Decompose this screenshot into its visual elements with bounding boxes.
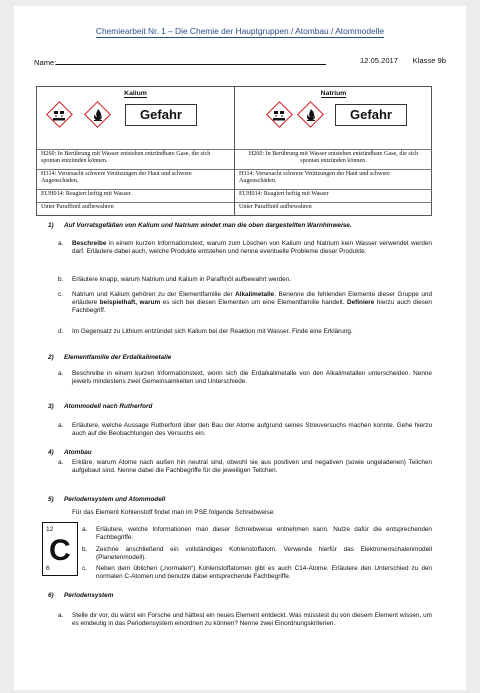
- question-heading: Atommodell nach Rutherford: [64, 403, 153, 410]
- hazard-h260: H260: In Berührung mit Wasser entstehen entzündbare Gase, die sich spontan entzünden können.: [37, 149, 234, 169]
- hazard-h260: H260: In Berührung mit Wasser entstehen entzündbare Gase, die sich spontan entzünden können.: [235, 149, 432, 169]
- signal-word-badge: Gefahr: [335, 104, 407, 126]
- kalium-column: [37, 87, 234, 215]
- question-5-intro: Für das Element Kohlenstoff findet man im PSE folgende Schreibweise:: [72, 509, 276, 516]
- kalium-heading: Kalium: [124, 90, 147, 97]
- exam-date: 12.05.2017: [359, 56, 398, 65]
- atomic-number: 6: [46, 564, 50, 572]
- question-3a: a. Erläutere, welche Aussage Rutherford über den Bau der Atome aufgrund seines Streuversuchs machen konnte. Gehe hierzu auch auf die Beobachtungen des Versuchs ein.: [58, 422, 432, 438]
- question-2a: a. Beschreibe in einem kurzen Informationstext, worin sich die Erdalkalimetalle von den Alkalimetallen unterscheiden. Nenne jeweils mindestens zwei Gemeinsamkeiten und Unterschiede.: [58, 370, 432, 386]
- mass-number: 12: [46, 526, 54, 533]
- storage-note: Unter Paraffinöl aufbewahren: [235, 202, 432, 215]
- question-number: 1): [48, 222, 54, 229]
- question-6a: a. Stelle dir vor, du wärst ein Forsche und hättest ein neues Element entdeckt. Was müsstest du von diesem Element wissen, um es eindeutig in das Periodensystem einordnen zu können? Nenne zwei Einordnungskriterien.: [58, 612, 432, 628]
- question-5b: b. Zeichne anschließend ein vollständiges Kohlenstoffatom. Verwende hierfür das Elektronenschalenmodell (Planetenmodell).: [82, 546, 432, 562]
- question-heading: Atombau: [64, 449, 92, 456]
- question-1a: a. Beschreibe in einem kurzen Informationstext, warum zum Löschen von Kalium und Natrium kein Wasser verwendet werden darf. Erläutere dabei auch, welche Produkte entstehen und nenne eventuelle Probleme dieser Produkte.: [58, 240, 432, 256]
- hazard-h314: H314: Verursacht schwere Verätzungen der Haut und schwere Augenschäden.: [235, 169, 432, 189]
- natrium-column: [234, 87, 432, 215]
- question-heading: Elementfamilie der Erdalkalimetalle: [64, 354, 172, 361]
- element-symbol: C: [49, 534, 71, 567]
- name-label: Name:: [34, 58, 57, 67]
- worksheet-page: Chemiearbeit Nr. 1 – Die Chemie der Hauptgruppen / Atombau / Atommodelle Name: 12.05.2017 Klasse 9b Kalium Gefahr H260: In Berührung mit Wasser entstehen entzündbare Gase, die sich spontan entzünden können. H314: Verursacht schwere Verätzungen der Haut und schwere Augenschäden. EUH014: Reagiert heftig mit Wasser. Unter Paraffinöl aufbewahren Natrium Gefahr H260: In Berührung mit Wasser entstehen entzündbare Gase, die sich spontan entzünden können. H314: Verursacht schwere Verätzungen der Haut und schwere Augenschäden. EUH014: Reagiert heftig mit Wasser Unter Paraffinöl aufbewahren 1) Auf Vorratsgefäßen von Kalium und Natrium windet man die oben dargestellten Warnhinweise. a. Beschreibe in einem kurzen Informationstext, warum zum Löschen von Kalium und Natrium kein Wasser verwendet werden darf. Erläutere dabei auch, welche Produkte entstehen und nenne eventuelle Probleme dieser Produkte. b. Erläutere knapp, warum Natrium und Kalium in Paraffinöl aufbewahrt werden. c. Natrium und Kalium gehören zu der Elementfamilie der Alkalimetalle. Benenne die fehlenden Elemente dieser Gruppe und erläutere beispielhaft, warum es sich bei diesen Elementen um eine Elementfamilie handelt. Definiere hierzu auch diesen Fachbegriff. d. Im Gegensatz zu Lithium entzündet sich Kalium bei der Reaktion mit Wasser. Finde eine Erklärung. 2) Elementfamilie der Erdalkalimetalle a. Beschreibe in einem kurzen Informationstext, worin sich die Erdalkalimetalle von den Alkalimetallen unterscheiden. Nenne jeweils mindestens zwei Gemeinsamkeiten und Unterschiede. 3) Atommodell nach Rutherford a. Erläutere, welche Aussage Rutherford über den Bau der Atome aufgrund seines Streuversuchs machen konnte. Gehe hierzu auch auf die Beobachtungen des Versuchs ein. 4) Atombau a. Erkläre, warum Atome nach außen hin neutral sind, obwohl sie aus positiven und negativen (sowie ungeladenen) Teilchen aufgebaut sind. Nenne dabei die Fachbegriffe für die jeweiligen Teilchen. 5) Periodensystem und Atommodell Für das Element Kohlenstoff findet man im PSE folgende Schreibweise: 12 C 6 a. Erläutere, welche Informationen man dieser Schreibweise entnehmen kann. Nutze dafür die entsprechenden Fachbegriffe. b. Zeichne anschließend ein vollständiges Kohlenstoffatom. Verwende hierfür das Elektronenschalenmodell (Planetenmodell). c. Neben dem üblichen („normalen“) Kohlenstoffatomen gibt es auch C14-Atome. Erläutere den Unterschied zu den normalen C-Atomen und benutze dabei entsprechende Fachbegriffe. 6) Periodensystem a. Stelle dir vor, du wärst ein Forsche und hättest ein neues Element entdeckt. Was müsstest du von diesem Element wissen, um es eindeutig in das Periodensystem einordnen zu können? Nenne zwei Einordnungskriterien.: [14, 6, 466, 690]
- flame-icon: [297, 101, 324, 128]
- name-line: [34, 56, 446, 68]
- question-1d: d. Im Gegensatz zu Lithium entzündet sich Kalium bei der Reaktion mit Wasser. Finde eine Erklärung.: [58, 328, 353, 335]
- hazard-euh014: EUH014: Reagiert heftig mit Wasser: [235, 189, 432, 202]
- class-label: Klasse 9b: [412, 56, 446, 65]
- corrosive-icon: [46, 101, 73, 128]
- question-1c: c. Natrium und Kalium gehören zu der Elementfamilie der Alkalimetalle. Benenne die fehlenden Elemente dieser Gruppe und erläutere beispielhaft, warum es sich bei diesen Elementen um eine Elementfamilie handelt. Definiere hierzu auch diesen Fachbegriff.: [58, 291, 432, 315]
- storage-note: Unter Paraffinöl aufbewahren: [37, 202, 234, 215]
- signal-word-badge: Gefahr: [125, 104, 197, 126]
- natrium-heading: Natrium: [320, 90, 347, 97]
- hazard-table: [36, 86, 432, 216]
- hazard-euh014: EUH014: Reagiert heftig mit Wasser.: [37, 189, 234, 202]
- name-blank[interactable]: [56, 56, 326, 65]
- carbon-element-box: [42, 522, 78, 576]
- question-5c: c. Neben dem üblichen („normalen“) Kohlenstoffatomen gibt es auch C14-Atome. Erläutere den Unterschied zu den normalen C-Atomen und benutze dabei entsprechende Fachbegriffe.: [82, 565, 432, 581]
- question-4a: a. Erkläre, warum Atome nach außen hin neutral sind, obwohl sie aus positiven und negativen (sowie ungeladenen) Teilchen aufgebaut sind. Nenne dabei die Fachbegriffe für die jeweiligen Teilchen.: [58, 459, 432, 475]
- question-5a: a. Erläutere, welche Informationen man dieser Schreibweise entnehmen kann. Nutze dafür die entsprechenden Fachbegriffe.: [82, 526, 432, 542]
- question-heading: Periodensystem: [64, 592, 114, 599]
- question-heading: Periodensystem und Atommodell: [64, 496, 166, 503]
- question-heading: Auf Vorratsgefäßen von Kalium und Natrium windet man die oben dargestellten Warnhinweise.: [64, 222, 352, 229]
- page-title: Chemiearbeit Nr. 1 – Die Chemie der Hauptgruppen / Atombau / Atommodelle: [95, 26, 385, 36]
- question-1b: b. Erläutere knapp, warum Natrium und Kalium in Paraffinöl aufbewahrt werden.: [58, 276, 292, 283]
- flame-icon: [84, 101, 111, 128]
- corrosive-icon: [266, 101, 293, 128]
- hazard-h314: H314: Verursacht schwere Verätzungen der Haut und schwere Augenschäden.: [37, 169, 234, 189]
